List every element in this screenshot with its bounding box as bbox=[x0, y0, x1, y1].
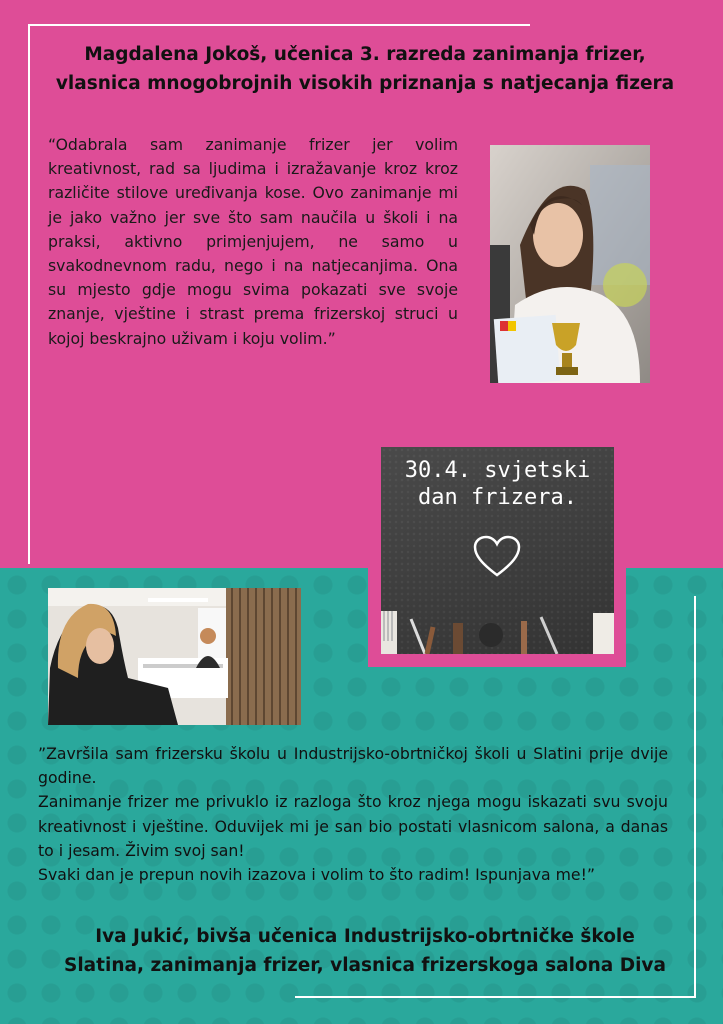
salon-photo bbox=[48, 588, 301, 725]
top-heading bbox=[20, 40, 710, 98]
bottom-quote bbox=[38, 742, 668, 887]
bottom-heading-line: Slatina, zanimanja frizer, vlasnica frizerskoga salona Diva bbox=[64, 955, 666, 976]
bottom-quote-paragraph: Zanimanje frizer me privuklo iz razloga što kroz njega mogu iskazati svu svoju kreativnost i vještine. Oduvijek mi je san bio postati vlasnicom salona, a danas to i jesam. Živim svoj san! bbox=[38, 792, 668, 860]
frame-line bbox=[295, 996, 696, 998]
top-quote: “Odabrala sam zanimanje frizer jer volim kreativnost, rad sa ljudima i izražavanje kroz kroz različite stilove uređivanja kose. Ovo zanimanje mi je jako važno jer sve što sam naučila u školi i na praksi, aktivno primjenjujem, ne samo u svakodnevnom radu, nego i na natjecanjima. Ona su mjesto gdje mogu svima pokazati sve svoje znanje, vještine i strast prema frizerskoj struci u kojoj beskrajno uživam i koju volim.” bbox=[48, 135, 458, 348]
bottom-heading-line: Iva Jukić, bivša učenica Industrijsko-obrtničke škole bbox=[95, 926, 635, 947]
hair-tools-illustration bbox=[381, 597, 614, 654]
card-text-line: 30.4. svjetski bbox=[404, 458, 591, 483]
top-heading-line: vlasnica mnogobrojnih visokih priznanja s natjecanja fizera bbox=[55, 73, 675, 94]
student-trophy-photo bbox=[490, 145, 650, 383]
card-text-line: dan frizera. bbox=[418, 485, 577, 510]
top-heading-line: Magdalena Jokoš, učenica 3. razreda zanimanja frizer, bbox=[84, 44, 646, 65]
bottom-heading bbox=[20, 922, 710, 980]
heart-icon bbox=[473, 535, 521, 579]
frame-line bbox=[28, 24, 530, 26]
frame-line bbox=[28, 24, 30, 564]
bottom-quote-paragraph: Svaki dan je prepun novih izazova i volim to što radim! Ispunjava me!” bbox=[38, 865, 595, 885]
bottom-quote-paragraph: ”Završila sam frizersku školu u Industrijsko-obrtničkoj školi u Slatini prije dvije godine. bbox=[38, 744, 668, 788]
card-text bbox=[381, 457, 614, 511]
hairdresser-day-card bbox=[381, 447, 614, 654]
